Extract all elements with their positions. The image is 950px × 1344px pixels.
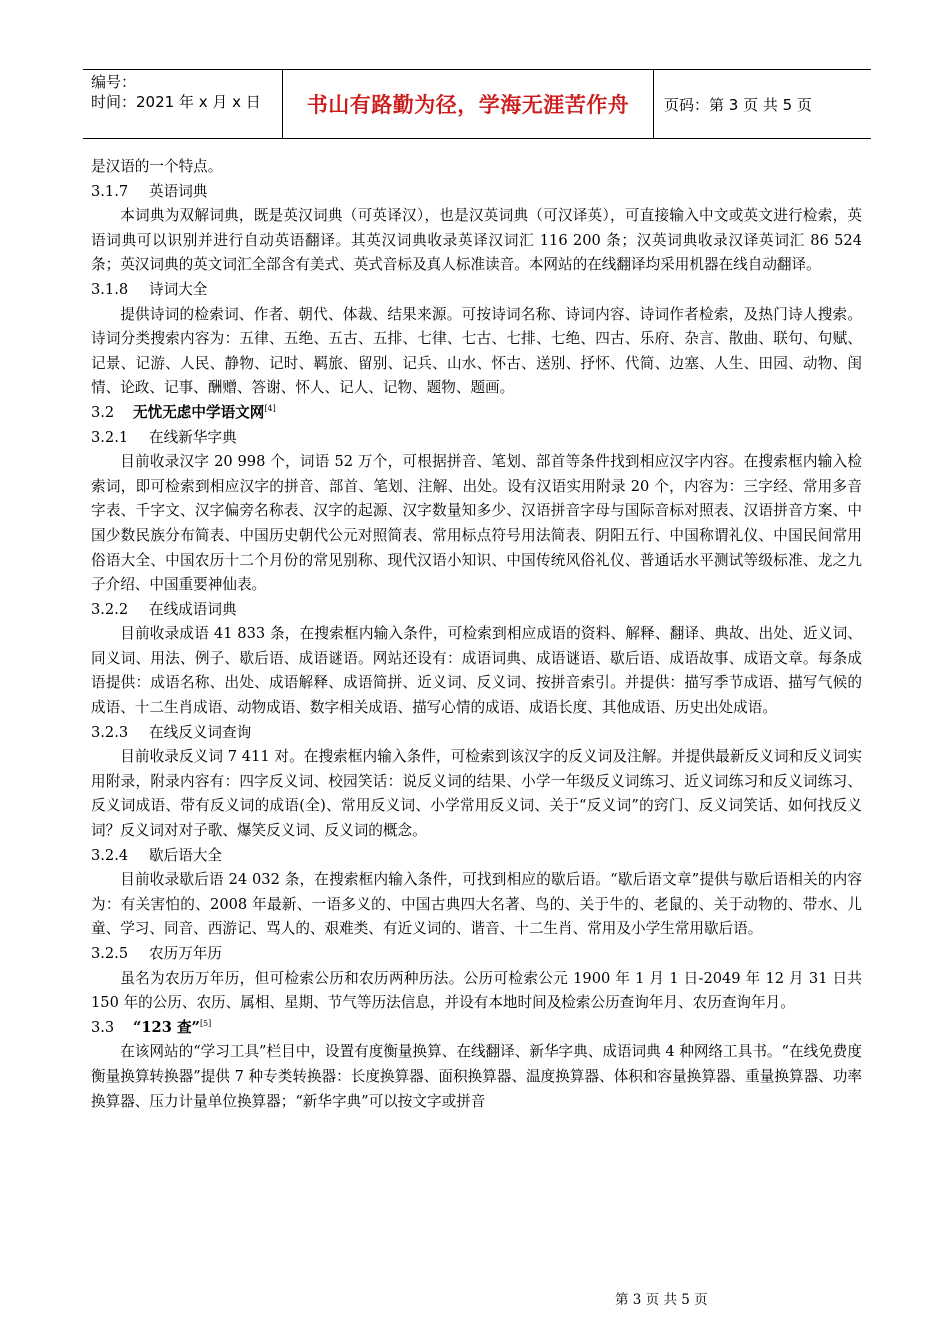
header-meta xyxy=(83,70,283,138)
paragraph: 目前收录歇后语 24 032 条，在搜索框内输入条件，可找到相应的歇后语。“歇后语文章”提供与歇后语相关的内容为：有关害怕的、2008 年最新、一语多义的、中国古典四大名著、鸟的、关于牛的、老鼠的、关于动物的、带水、儿童、学习、同音、西游记、骂人的、艰难类、有近义词的、谐音、十二生肖、常用及小学生常用歇后语。 xyxy=(91,871,862,938)
section-heading-3-1-7: 3.1.7 英语词典 xyxy=(91,182,208,200)
header-motto: 书山有路勤为径，学海无涯苦作舟 xyxy=(283,70,654,138)
paragraph: 本词典为双解词典，既是英汉词典（可英译汉），也是汉英词典（可汉译英），可直接输入中文或英文进行检索，英语词典可以识别并进行自动英语翻译。其英汉词典收录英译汉词汇 116 200 条；汉英词典收录汉译英词汇 86 524 条；英汉词典的英文词汇全部含有美式、英式音标及真人标准读音。本网站的在线翻译均采用机器在线自动翻译。 xyxy=(91,207,862,274)
date-label: 时间：2021 年 x 月 x 日 xyxy=(91,93,261,111)
paragraph: 虽名为农历万年历，但可检索公历和农历两种历法。公历可检索公元 1900 年 1 月 1 日-2049 年 12 月 31 日共 150 年的公历、农历、属相、星期、节气等历法信息，并设有本地时间及检索公历查询年月、农历查询年月。 xyxy=(91,969,862,1012)
section-heading-3-2-4: 3.2.4 歇后语大全 xyxy=(91,846,222,864)
citation-ref: [4] xyxy=(264,403,276,413)
paragraph: 目前收录反义词 7 411 对。在搜索框内输入条件，可检索到该汉字的反义词及注解。并提供最新反义词和反义词实用附录，附录内容有：四字反义词、校园笑话：说反义词的结果、小学一年级反义词练习、近义词练习和反义词练习、反义词成语、带有反义词的成语(全)、常用反义词、小学常用反义词、关于“反义词”的窍门、反义词笑话、如何找反义词？反义词对对子歌、爆笑反义词、反义词的概念。 xyxy=(91,748,862,840)
document-body xyxy=(91,155,862,1114)
section-heading-3-2-1: 3.2.1 在线新华字典 xyxy=(91,428,237,446)
paragraph: 是汉语的一个特点。 xyxy=(91,158,223,175)
citation-ref: [5] xyxy=(199,1018,212,1028)
section-heading-3-1-8: 3.1.8 诗词大全 xyxy=(91,280,208,298)
paragraph: 目前收录汉字 20 998 个，词语 52 万个，可根据拼音、笔划、部首等条件找到相应汉字内容。在搜索框内输入检索词，即可检索到相应汉字的拼音、部首、笔划、注解、出处。设有汉语实用附录 20 个，内容为：三字经、常用多音字表、千字文、汉字偏旁名称表、汉字的起源、汉字数量知多少、汉语拼音字母与国际音标对照表、汉语拼音方案、中国少数民族分布简表、中国历史朝代公元对照简表、常用标点符号用法简表、阴阳五行、中国称谓礼仪、中国民间常用俗语大全、中国农历十二个月份的常见别称、现代汉语小知识、中国传统风俗礼仪、普通话水平测试等级标准、龙之九子介绍、中国重要神仙表。 xyxy=(91,453,862,594)
paragraph: 目前收录成语 41 833 条，在搜索框内输入条件，可检索到相应成语的资料、解释、翻译、典故、出处、近义词、同义词、用法、例子、歇后语、成语谜语。网站还设有：成语词典、成语谜语、歇后语、成语故事、成语文章。每条成语提供：成语名称、出处、成语解释、成语简拼、近义词、反义词、按拼音索引。并提供：描写季节成语、描写气候的成语、十二生肖成语、动物成语、数字相关成语、描写心情的成语、成语长度、其他成语、历史出处成语。 xyxy=(91,625,862,717)
page-footer: 第 3 页 共 5 页 xyxy=(615,1292,708,1308)
section-heading-3-3: 3.3 “123 查”[5] xyxy=(91,1018,212,1036)
section-heading-3-2-3: 3.2.3 在线反义词查询 xyxy=(91,723,252,741)
page-header xyxy=(83,69,871,139)
header-page-label: 页码：第 3 页 共 5 页 xyxy=(664,95,812,114)
paragraph: 提供诗词的检索词、作者、朝代、体裁、结果来源。可按诗词名称、诗词内容、诗词作者检索，及热门诗人搜索。诗词分类搜索内容为：五律、五绝、五古、五排、七律、七古、七排、七绝、四古、乐府、杂言、散曲、联句、句赋、记景、记游、人民、静物、记时、羁旅、留别、记兵、山水、怀古、送别、抒怀、代简、边塞、人生、田园、动物、闺情、论政、记事、酬赠、答谢、怀人、记人、记物、题物、题画。 xyxy=(91,305,862,397)
serial-label: 编号： xyxy=(91,73,137,91)
paragraph: 在该网站的“学习工具”栏目中，设置有度衡量换算、在线翻译、新华字典、成语词典 4 种网络工具书。“在线免费度衡量换算转换器”提供 7 种专类转换器：长度换算器、面积换算器、温度换算器、体积和容量换算器、重量换算器、功率换算器、压力计量单位换算器；“新华字典”可以按文字或拼音 xyxy=(91,1043,862,1110)
section-heading-3-2: 3.2 无忧无虑中学语文网[4] xyxy=(91,403,276,421)
section-heading-3-2-5: 3.2.5 农历万年历 xyxy=(91,945,222,962)
section-heading-3-2-2: 3.2.2 在线成语词典 xyxy=(91,600,237,618)
